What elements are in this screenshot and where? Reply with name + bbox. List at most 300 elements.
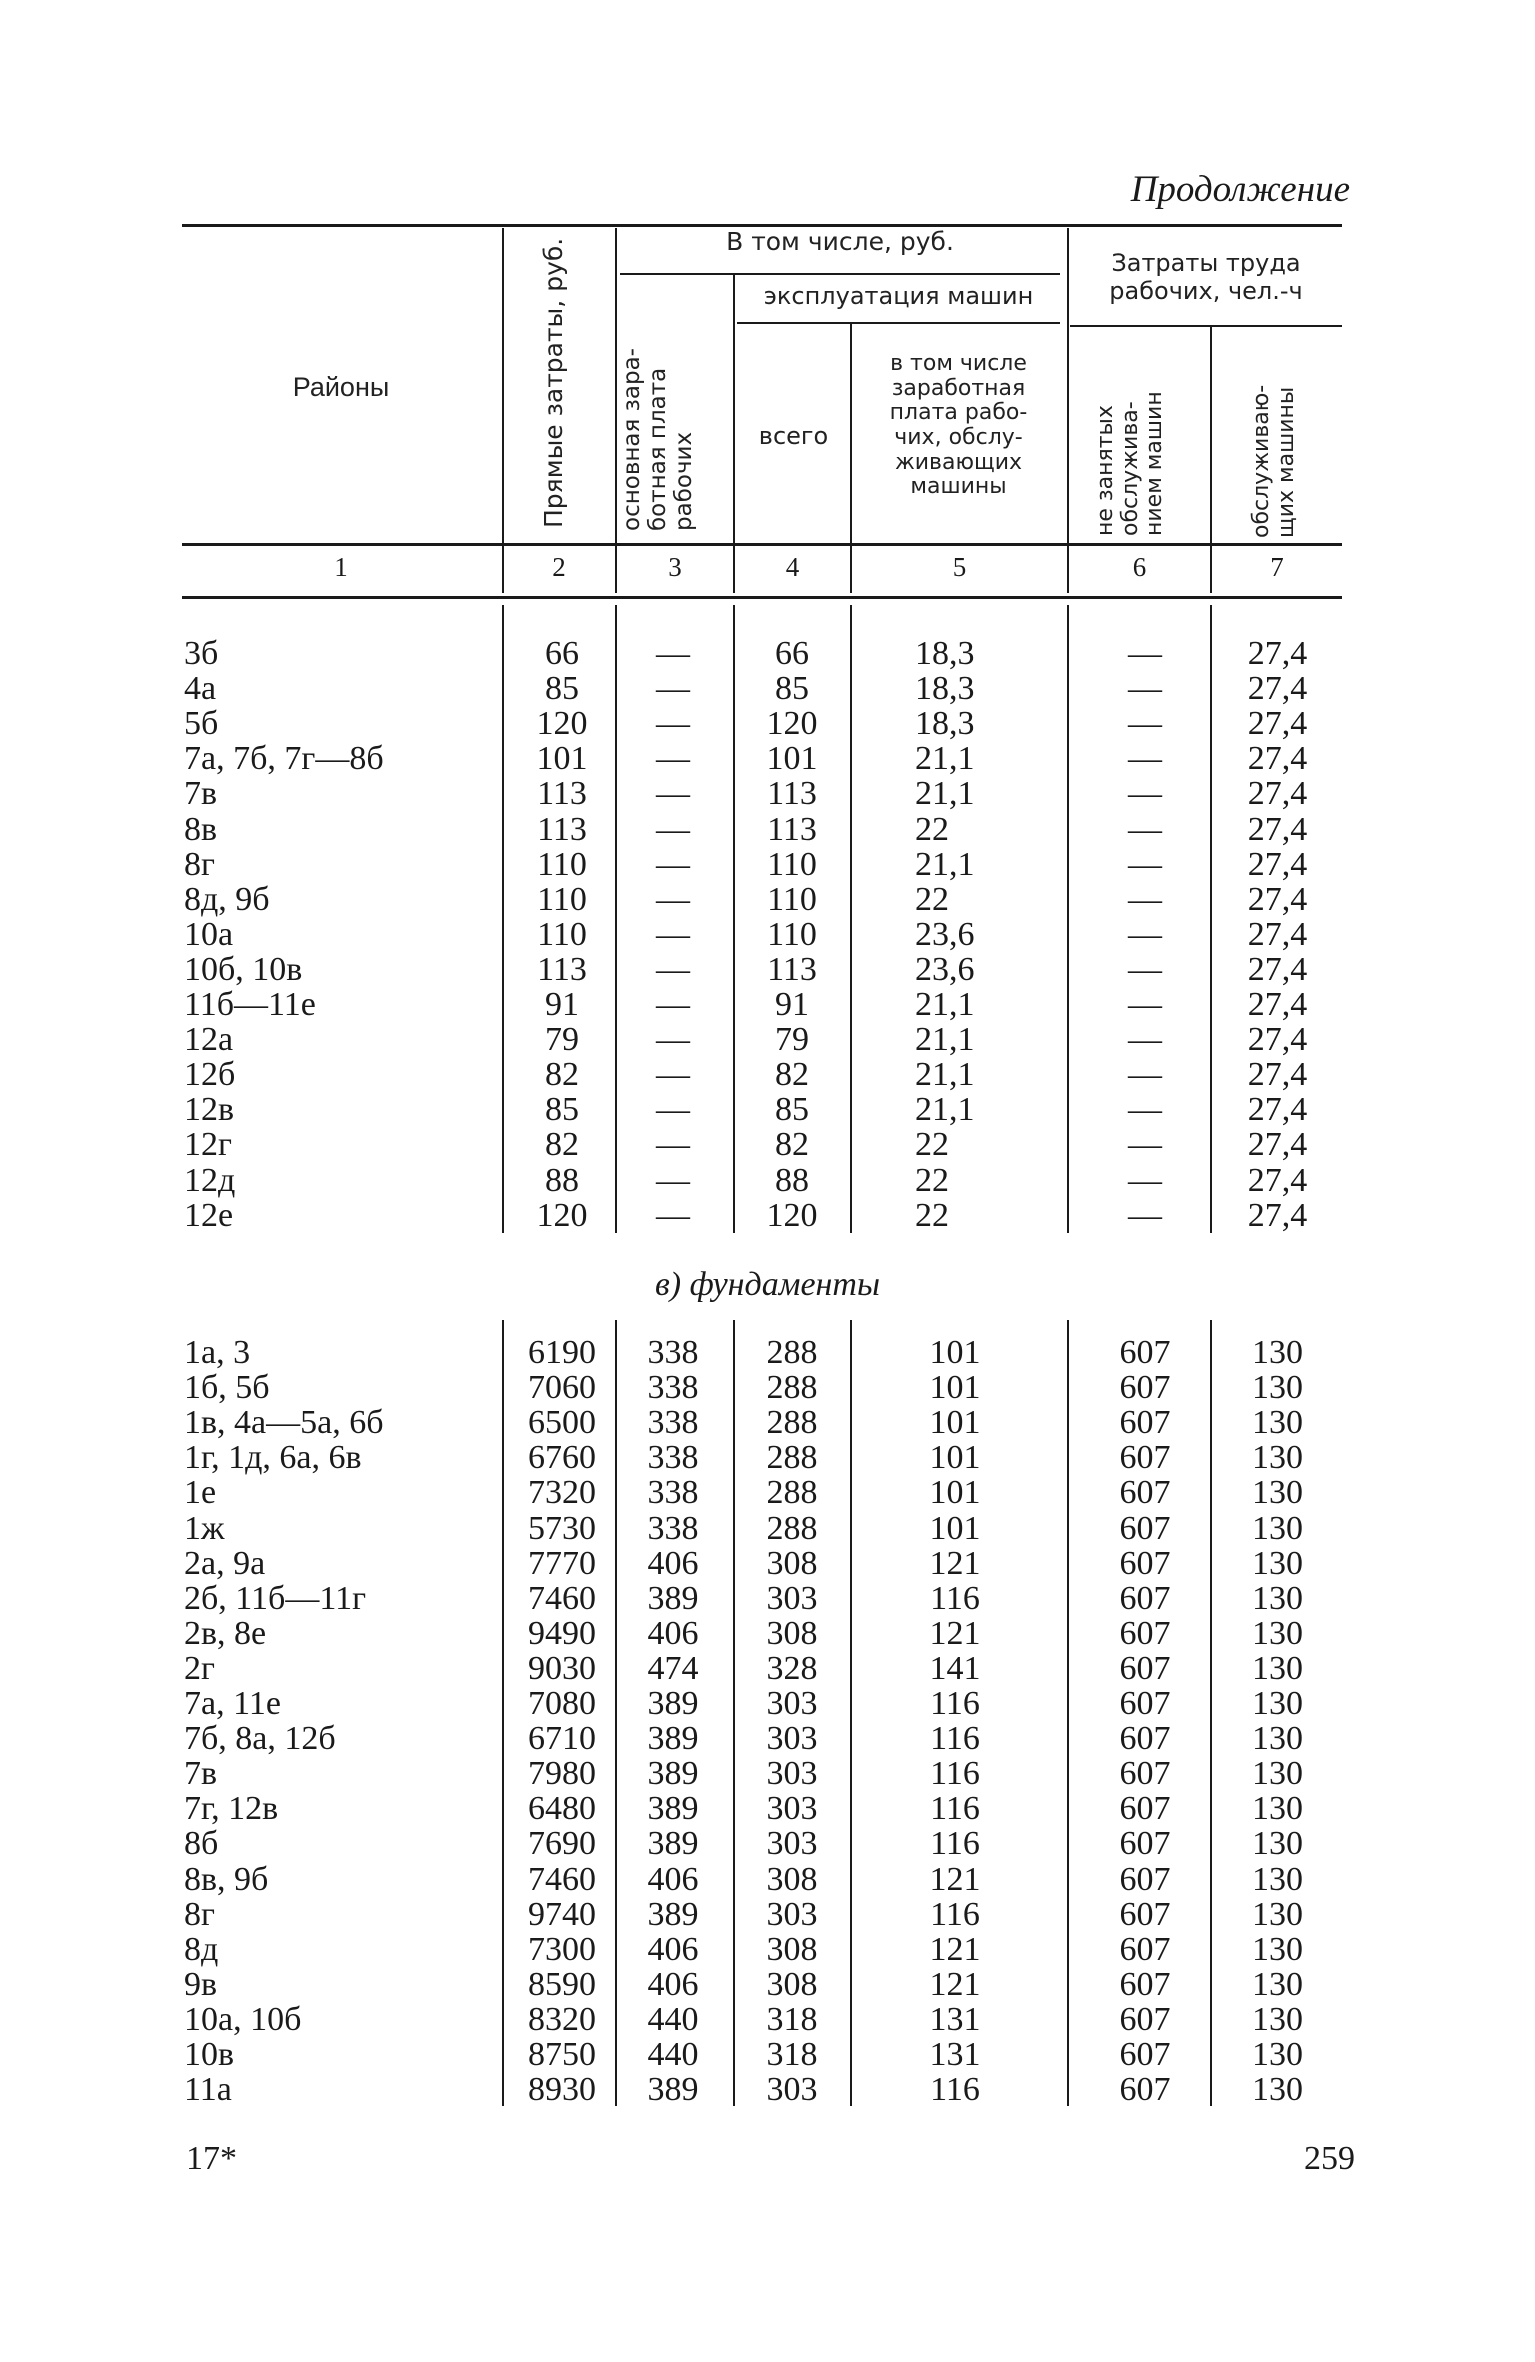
machines-total-cell: 110	[767, 880, 817, 918]
labor-not-servicing-cell: —	[1128, 1021, 1162, 1059]
labor-not-servicing-cell: 607	[1119, 1614, 1171, 1652]
region-cell: 10а	[184, 915, 234, 953]
table-row	[0, 706, 1535, 741]
table-row	[0, 1163, 1535, 1198]
labor-not-servicing-cell: 607	[1119, 1930, 1171, 1968]
region-cell: 2г	[184, 1649, 215, 1687]
machines-wage-cell: 121	[929, 1965, 981, 2003]
machines-wage-cell: 101	[929, 1509, 981, 1547]
region-cell: 11а	[184, 2071, 232, 2109]
labor-not-servicing-cell: 607	[1119, 2000, 1171, 2038]
labor-servicing-cell: 130	[1252, 1755, 1303, 1793]
machines-total-cell: 82	[775, 1126, 809, 1164]
base-wage-cell: —	[656, 986, 690, 1023]
table-row	[0, 636, 1535, 671]
machines-wage-cell: 121	[929, 1614, 981, 1652]
labor-not-servicing-cell: —	[1128, 1161, 1162, 1199]
colnum-7: 7	[1270, 552, 1284, 582]
header-servicing: обслуживаю- щих машины	[1249, 384, 1299, 538]
table-row	[0, 1862, 1535, 1897]
machines-wage-cell: 21,1	[915, 1091, 975, 1129]
machines-wage-cell: 131	[929, 2000, 981, 2038]
region-cell: 7а, 11е	[184, 1685, 281, 1722]
labor-not-servicing-cell: —	[1128, 950, 1162, 988]
machines-wage-cell: 116	[930, 1755, 980, 1793]
base-wage-cell: 406	[647, 1930, 699, 1968]
direct-costs-cell: 5730	[528, 1509, 596, 1547]
region-cell: 2в, 8е	[184, 1614, 267, 1652]
labor-servicing-cell: 130	[1252, 1544, 1303, 1582]
direct-costs-cell: 6190	[528, 1334, 596, 1371]
header-machines-total: всего	[758, 422, 829, 450]
direct-costs-cell: 113	[537, 810, 587, 848]
direct-costs-cell: 9490	[528, 1614, 596, 1652]
machines-wage-cell: 116	[930, 1685, 980, 1722]
labor-servicing-cell: 27,4	[1247, 986, 1308, 1023]
colnum-3: 3	[668, 552, 682, 582]
base-wage-cell: —	[656, 775, 690, 813]
labor-servicing-cell: 27,4	[1247, 1021, 1308, 1059]
signature-mark: 17*	[186, 2140, 237, 2177]
machines-wage-cell: 121	[929, 1544, 981, 1582]
direct-costs-cell: 120	[536, 705, 588, 743]
colnum-4: 4	[785, 552, 800, 582]
machines-wage-cell: 116	[930, 1895, 980, 1933]
machines-total-cell: 303	[766, 1790, 818, 1828]
region-cell: 1а, 3	[184, 1334, 251, 1371]
table-row	[0, 671, 1535, 706]
region-cell: 12г	[184, 1126, 232, 1164]
machines-wage-cell: 121	[929, 1930, 981, 1968]
table-row	[0, 2072, 1535, 2107]
machines-wage-cell: 116	[930, 1720, 980, 1758]
table-row	[0, 987, 1535, 1022]
machines-total-cell: 288	[766, 1509, 818, 1547]
labor-not-servicing-cell: 607	[1119, 2071, 1171, 2109]
labor-servicing-cell: 27,4	[1247, 670, 1308, 708]
base-wage-cell: 474	[647, 1649, 699, 1687]
labor-not-servicing-cell: 607	[1119, 1369, 1171, 1407]
table-row	[0, 776, 1535, 811]
base-wage-cell: —	[656, 950, 690, 988]
labor-servicing-cell: 27,4	[1247, 950, 1308, 988]
region-cell: 12д	[184, 1161, 236, 1199]
labor-servicing-cell: 130	[1252, 1895, 1303, 1933]
table-row	[0, 917, 1535, 952]
labor-not-servicing-cell: 607	[1119, 1965, 1171, 2003]
machines-total-cell: 308	[766, 1930, 818, 1968]
base-wage-cell: —	[656, 705, 690, 743]
table-row	[0, 1756, 1535, 1791]
labor-not-servicing-cell: —	[1128, 986, 1162, 1023]
header-including: В том числе, руб.	[726, 227, 954, 256]
machines-total-cell: 110	[767, 845, 817, 883]
labor-servicing-cell: 130	[1252, 1790, 1303, 1828]
machines-wage-cell: 22	[915, 1126, 949, 1164]
region-cell: 8г	[184, 845, 215, 883]
table-row	[0, 1721, 1535, 1756]
base-wage-cell: —	[656, 810, 690, 848]
region-cell: 12б	[184, 1056, 236, 1094]
labor-servicing-cell: 27,4	[1247, 635, 1308, 672]
labor-not-servicing-cell: 607	[1119, 1685, 1171, 1722]
table-row	[0, 1967, 1535, 2002]
base-wage-cell: —	[656, 635, 690, 672]
labor-not-servicing-cell: —	[1128, 810, 1162, 848]
base-wage-cell: —	[656, 1196, 690, 1234]
labor-not-servicing-cell: 607	[1119, 1474, 1171, 1512]
labor-not-servicing-cell: 607	[1119, 1720, 1171, 1758]
labor-servicing-cell: 130	[1252, 2000, 1303, 2038]
header-base-wage: основная зара- ботная плата рабочих	[619, 348, 697, 531]
labor-servicing-cell: 130	[1252, 1369, 1303, 1407]
machines-total-cell: 85	[775, 670, 809, 708]
header-machine-operation: эксплуатация машин	[763, 282, 1034, 310]
region-cell: 8д, 9б	[184, 880, 270, 918]
colnum-6: 6	[1132, 552, 1147, 582]
direct-costs-cell: 7460	[528, 1579, 596, 1617]
machines-wage-cell: 21,1	[915, 740, 975, 778]
machines-wage-cell: 116	[930, 1825, 980, 1863]
direct-costs-cell: 6500	[528, 1404, 596, 1442]
direct-costs-cell: 91	[545, 986, 579, 1023]
machines-wage-cell: 101	[929, 1369, 981, 1407]
base-wage-cell: 389	[647, 2071, 699, 2109]
table-row	[0, 741, 1535, 776]
labor-servicing-cell: 130	[1252, 1404, 1303, 1442]
colnum-bottom-rule	[182, 596, 1342, 599]
machines-total-cell: 303	[766, 1895, 818, 1933]
labor-servicing-cell: 27,4	[1247, 1161, 1308, 1199]
table-row	[0, 2002, 1535, 2037]
labor-servicing-cell: 27,4	[1247, 915, 1308, 953]
machines-wage-cell: 23,6	[915, 950, 975, 988]
machines-total-cell: 82	[775, 1056, 809, 1094]
labor-not-servicing-cell: 607	[1119, 1509, 1171, 1547]
machines-total-cell: 288	[766, 1404, 818, 1442]
machines-total-cell: 113	[767, 950, 817, 988]
machines-total-cell: 308	[766, 1965, 818, 2003]
machines-total-cell: 303	[766, 1825, 818, 1863]
header-rule-labor	[1070, 325, 1342, 327]
machines-wage-cell: 141	[929, 1649, 981, 1687]
labor-servicing-cell: 27,4	[1247, 705, 1308, 743]
labor-servicing-cell: 27,4	[1247, 1056, 1308, 1094]
direct-costs-cell: 7300	[528, 1930, 596, 1968]
labor-not-servicing-cell: —	[1128, 1126, 1162, 1164]
base-wage-cell: 389	[647, 1579, 699, 1617]
labor-servicing-cell: 27,4	[1247, 810, 1308, 848]
table-row	[0, 1616, 1535, 1651]
region-cell: 2б, 11б—11г	[184, 1579, 367, 1617]
labor-not-servicing-cell: —	[1128, 775, 1162, 813]
labor-not-servicing-cell: 607	[1119, 1404, 1171, 1442]
labor-servicing-cell: 27,4	[1247, 880, 1308, 918]
header-rule-machines	[737, 322, 1060, 324]
base-wage-cell: 389	[647, 1895, 699, 1933]
labor-servicing-cell: 130	[1252, 1579, 1303, 1617]
machines-total-cell: 288	[766, 1439, 818, 1477]
direct-costs-cell: 88	[545, 1161, 579, 1199]
base-wage-cell: 338	[647, 1474, 699, 1512]
machines-total-cell: 303	[766, 1579, 818, 1617]
labor-not-servicing-cell: —	[1128, 670, 1162, 708]
machines-wage-cell: 22	[915, 1196, 949, 1234]
base-wage-cell: 440	[647, 2000, 699, 2038]
region-cell: 1ж	[184, 1509, 225, 1547]
table-row	[0, 1022, 1535, 1057]
labor-servicing-cell: 130	[1252, 1509, 1303, 1547]
machines-total-cell: 110	[767, 915, 817, 953]
machines-total-cell: 308	[766, 1614, 818, 1652]
machines-total-cell: 318	[766, 2036, 818, 2073]
direct-costs-cell: 110	[537, 880, 587, 918]
region-cell: 7б, 8а, 12б	[184, 1720, 336, 1758]
direct-costs-cell: 113	[537, 775, 587, 813]
table-row	[0, 847, 1535, 882]
header-vrule-2	[615, 228, 617, 593]
labor-not-servicing-cell: 607	[1119, 1755, 1171, 1793]
header-vrule-1	[502, 228, 504, 593]
machines-wage-cell: 21,1	[915, 986, 975, 1023]
table-row	[0, 1405, 1535, 1440]
direct-costs-cell: 101	[536, 740, 588, 778]
machines-wage-cell: 22	[915, 880, 949, 918]
labor-servicing-cell: 27,4	[1247, 1196, 1308, 1234]
labor-servicing-cell: 130	[1252, 1825, 1303, 1863]
direct-costs-cell: 7690	[528, 1825, 596, 1863]
machines-wage-cell: 116	[930, 1579, 980, 1617]
colnum-5: 5	[952, 552, 967, 582]
table-row	[0, 1440, 1535, 1475]
base-wage-cell: 440	[647, 2036, 699, 2073]
labor-not-servicing-cell: 607	[1119, 1825, 1171, 1863]
region-cell: 12е	[184, 1196, 234, 1234]
header-vrule-5	[1067, 228, 1069, 593]
machines-total-cell: 85	[775, 1091, 809, 1129]
base-wage-cell: —	[656, 1126, 690, 1164]
region-cell: 12а	[184, 1021, 234, 1059]
header-bottom-rule	[182, 543, 1342, 546]
machines-wage-cell: 22	[915, 810, 949, 848]
region-cell: 8б	[184, 1825, 219, 1863]
base-wage-cell: 389	[647, 1755, 699, 1793]
labor-not-servicing-cell: —	[1128, 635, 1162, 672]
table-row	[0, 2037, 1535, 2072]
machines-total-cell: 303	[766, 2071, 818, 2109]
region-cell: 4а	[184, 670, 217, 708]
labor-servicing-cell: 27,4	[1247, 845, 1308, 883]
labor-servicing-cell: 130	[1252, 1685, 1303, 1722]
machines-wage-cell: 101	[929, 1404, 981, 1442]
direct-costs-cell: 6760	[528, 1439, 596, 1477]
region-cell: 9в	[184, 1965, 218, 2003]
labor-not-servicing-cell: —	[1128, 1091, 1162, 1129]
header-not-servicing: не занятых обслужива- нием машин	[1093, 391, 1168, 536]
machines-total-cell: 328	[766, 1649, 818, 1687]
direct-costs-cell: 7460	[528, 1860, 596, 1898]
table-row	[0, 1057, 1535, 1092]
direct-costs-cell: 85	[545, 1091, 579, 1129]
region-cell: 1г, 1д, 6а, 6в	[184, 1439, 362, 1477]
header-labor-costs: Затраты труда рабочих, чел.-ч	[1109, 249, 1303, 305]
table-row	[0, 1686, 1535, 1721]
labor-not-servicing-cell: —	[1128, 1196, 1162, 1234]
machines-total-cell: 113	[767, 775, 817, 813]
labor-servicing-cell: 130	[1252, 1439, 1303, 1477]
machines-total-cell: 318	[766, 2000, 818, 2038]
colnum-2: 2	[552, 552, 566, 582]
machines-wage-cell: 116	[930, 1790, 980, 1828]
table-row	[0, 1897, 1535, 1932]
table-row	[0, 1370, 1535, 1405]
machines-total-cell: 120	[766, 705, 818, 743]
direct-costs-cell: 6480	[528, 1790, 596, 1828]
labor-not-servicing-cell: 607	[1119, 1544, 1171, 1582]
region-cell: 10в	[184, 2036, 235, 2073]
machines-wage-cell: 101	[929, 1474, 981, 1512]
labor-servicing-cell: 27,4	[1247, 1126, 1308, 1164]
base-wage-cell: 338	[647, 1404, 699, 1442]
base-wage-cell: —	[656, 1091, 690, 1129]
machines-total-cell: 303	[766, 1755, 818, 1793]
direct-costs-cell: 8750	[528, 2036, 596, 2073]
continuation-label: Продолжение	[1130, 169, 1350, 210]
direct-costs-cell: 7320	[528, 1474, 596, 1512]
table-row	[0, 882, 1535, 917]
base-wage-cell: 406	[647, 1860, 699, 1898]
machines-wage-cell: 18,3	[915, 705, 975, 743]
labor-servicing-cell: 130	[1252, 1965, 1303, 2003]
direct-costs-cell: 7980	[528, 1755, 596, 1793]
base-wage-cell: —	[656, 1161, 690, 1199]
base-wage-cell: 389	[647, 1790, 699, 1828]
machines-total-cell: 308	[766, 1860, 818, 1898]
machines-wage-cell: 22	[915, 1161, 949, 1199]
labor-not-servicing-cell: 607	[1119, 1579, 1171, 1617]
machines-wage-cell: 131	[929, 2036, 981, 2073]
labor-servicing-cell: 130	[1252, 2036, 1303, 2073]
region-cell: 8г	[184, 1895, 215, 1933]
base-wage-cell: 389	[647, 1825, 699, 1863]
machines-total-cell: 120	[766, 1196, 818, 1234]
labor-not-servicing-cell: —	[1128, 915, 1162, 953]
base-wage-cell: —	[656, 1056, 690, 1094]
region-cell: 7г, 12в	[184, 1790, 279, 1828]
labor-servicing-cell: 130	[1252, 1474, 1303, 1512]
region-cell: 8д	[184, 1930, 219, 1968]
base-wage-cell: 406	[647, 1965, 699, 2003]
region-cell: 11б—11е	[184, 986, 316, 1023]
labor-not-servicing-cell: 607	[1119, 1895, 1171, 1933]
labor-servicing-cell: 130	[1252, 1860, 1303, 1898]
machines-wage-cell: 18,3	[915, 670, 975, 708]
labor-not-servicing-cell: —	[1128, 880, 1162, 918]
labor-servicing-cell: 27,4	[1247, 740, 1308, 778]
table-row	[0, 1511, 1535, 1546]
region-cell: 2а, 9а	[184, 1544, 266, 1582]
machines-total-cell: 288	[766, 1369, 818, 1407]
machines-wage-cell: 23,6	[915, 915, 975, 953]
machines-total-cell: 66	[775, 635, 809, 672]
machines-total-cell: 308	[766, 1544, 818, 1582]
labor-not-servicing-cell: 607	[1119, 1790, 1171, 1828]
base-wage-cell: —	[656, 915, 690, 953]
base-wage-cell: 338	[647, 1369, 699, 1407]
labor-not-servicing-cell: —	[1128, 740, 1162, 778]
base-wage-cell: 406	[647, 1614, 699, 1652]
region-cell: 10б, 10в	[184, 950, 303, 988]
machines-wage-cell: 101	[929, 1334, 981, 1371]
machines-wage-cell: 21,1	[915, 845, 975, 883]
base-wage-cell: 338	[647, 1439, 699, 1477]
machines-total-cell: 288	[766, 1474, 818, 1512]
machines-total-cell: 288	[766, 1334, 818, 1371]
table-row	[0, 952, 1535, 987]
labor-servicing-cell: 130	[1252, 1614, 1303, 1652]
table-row	[0, 1651, 1535, 1686]
header-machines-wage: в том числе заработная плата рабо- чих, обслу- живающих машины	[889, 351, 1028, 500]
table-row	[0, 1092, 1535, 1127]
labor-not-servicing-cell: —	[1128, 845, 1162, 883]
table-row	[0, 1127, 1535, 1162]
base-wage-cell: —	[656, 740, 690, 778]
machines-total-cell: 101	[766, 740, 818, 778]
direct-costs-cell: 110	[537, 845, 587, 883]
direct-costs-cell: 8930	[528, 2071, 596, 2109]
direct-costs-cell: 79	[545, 1021, 579, 1059]
machines-total-cell: 88	[775, 1161, 809, 1199]
page-number: 259	[1304, 2140, 1355, 2177]
labor-servicing-cell: 130	[1252, 2071, 1303, 2109]
direct-costs-cell: 9740	[528, 1895, 596, 1933]
table-row	[0, 812, 1535, 847]
direct-costs-cell: 66	[545, 635, 579, 672]
colnum-1: 1	[334, 552, 348, 582]
region-cell: 7в	[184, 775, 218, 813]
direct-costs-cell: 9030	[528, 1649, 596, 1687]
base-wage-cell: 406	[647, 1544, 699, 1582]
direct-costs-cell: 7080	[528, 1685, 596, 1722]
labor-not-servicing-cell: 607	[1119, 1860, 1171, 1898]
machines-wage-cell: 21,1	[915, 775, 975, 813]
table-row	[0, 1198, 1535, 1233]
base-wage-cell: 338	[647, 1509, 699, 1547]
base-wage-cell: —	[656, 880, 690, 918]
region-cell: 3б	[184, 635, 219, 672]
direct-costs-cell: 82	[545, 1056, 579, 1094]
region-cell: 8в, 9б	[184, 1860, 269, 1898]
labor-servicing-cell: 27,4	[1247, 1091, 1308, 1129]
table-row	[0, 1826, 1535, 1861]
labor-not-servicing-cell: 607	[1119, 1334, 1171, 1371]
base-wage-cell: —	[656, 670, 690, 708]
direct-costs-cell: 8590	[528, 1965, 596, 2003]
region-cell: 8в	[184, 810, 218, 848]
direct-costs-cell: 8320	[528, 2000, 596, 2038]
base-wage-cell: 389	[647, 1720, 699, 1758]
table-row	[0, 1335, 1535, 1370]
machines-wage-cell: 121	[929, 1860, 981, 1898]
table-row	[0, 1475, 1535, 1510]
machines-total-cell: 303	[766, 1685, 818, 1722]
region-cell: 10а, 10б	[184, 2000, 302, 2038]
region-cell: 7а, 7б, 7г—8б	[184, 740, 384, 778]
table-row	[0, 1932, 1535, 1967]
header-rule-including	[620, 273, 1060, 275]
machines-wage-cell: 101	[929, 1439, 981, 1477]
machines-total-cell: 113	[767, 810, 817, 848]
